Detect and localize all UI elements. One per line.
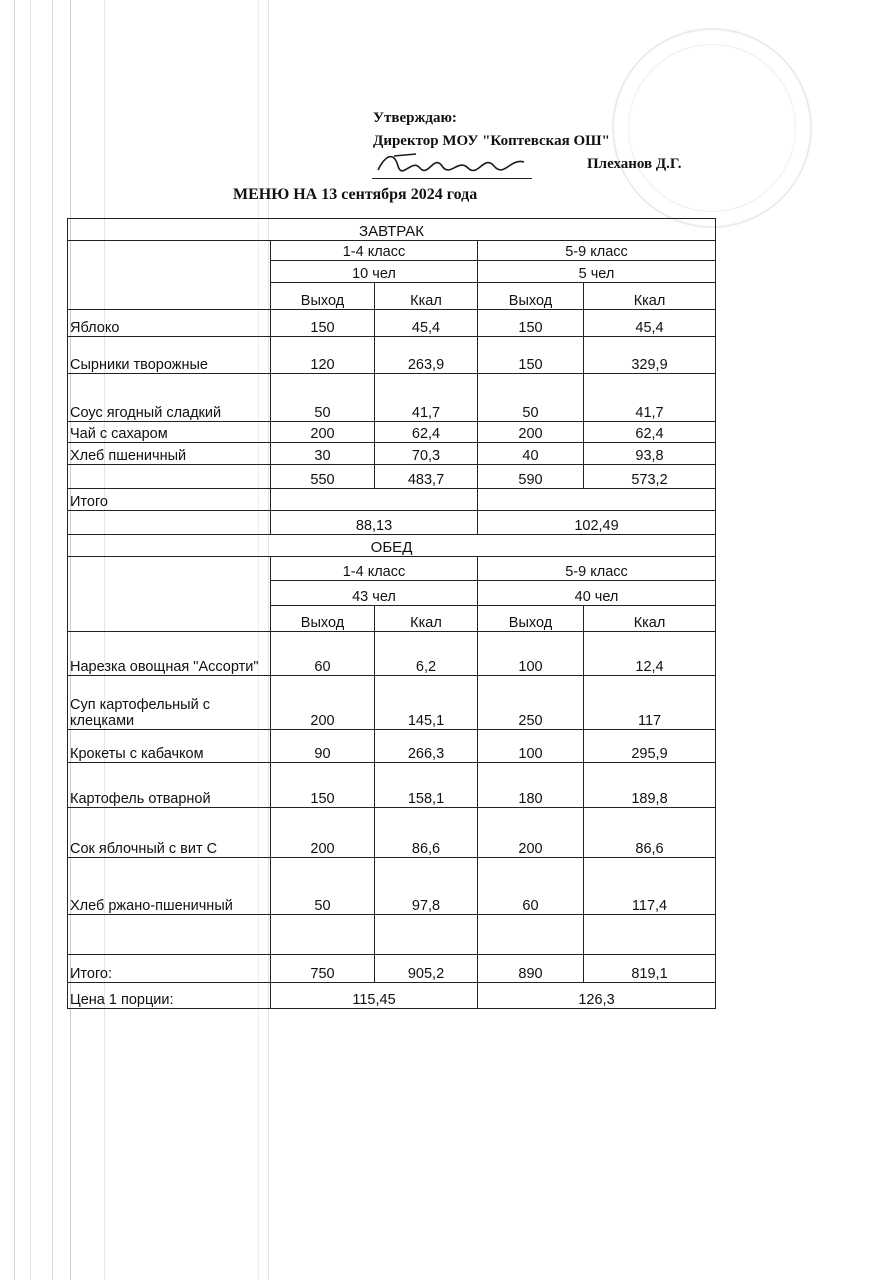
- output-value: 590: [478, 465, 584, 489]
- scan-line: [14, 0, 15, 1280]
- faint-stamp: [612, 28, 812, 228]
- dish-name: [68, 465, 271, 489]
- dish-name: Хлеб ржано-пшеничный: [68, 858, 271, 915]
- header-blank-cell: [68, 557, 271, 632]
- price-label: Цена 1 порции:: [68, 983, 271, 1009]
- dish-name: Картофель отварной: [68, 763, 271, 808]
- column-header-kcal: Ккал: [375, 283, 478, 310]
- empty-cell: [271, 915, 375, 955]
- portion-price: 88,13: [271, 511, 478, 535]
- dish-name: Сок яблочный с вит С: [68, 808, 271, 858]
- kcal-value: 573,2: [584, 465, 716, 489]
- output-value: 120: [271, 337, 375, 374]
- kcal-value: 86,6: [584, 808, 716, 858]
- output-value: 200: [271, 676, 375, 730]
- people-count: 43 чел: [271, 581, 478, 606]
- header-group-row: [68, 557, 716, 581]
- total-blank: [478, 489, 716, 511]
- menu-row: [68, 730, 716, 763]
- output-value: 60: [271, 632, 375, 676]
- scan-line: [30, 0, 31, 1280]
- column-header-output: Выход: [271, 283, 375, 310]
- output-value: 150: [271, 310, 375, 337]
- output-value: 150: [271, 763, 375, 808]
- menu-row: [68, 374, 716, 422]
- kcal-value: 70,3: [375, 443, 478, 465]
- output-value: 100: [478, 632, 584, 676]
- kcal-value: 117,4: [584, 858, 716, 915]
- menu-row: [68, 310, 716, 337]
- price-blank: [68, 511, 271, 535]
- kcal-value: 93,8: [584, 443, 716, 465]
- header-group-row: [68, 241, 716, 261]
- menu-row: [68, 422, 716, 443]
- output-value: 200: [271, 422, 375, 443]
- output-value: 250: [478, 676, 584, 730]
- empty-cell: [478, 915, 584, 955]
- total-row: [68, 955, 716, 983]
- output-value: 50: [271, 374, 375, 422]
- kcal-value: 295,9: [584, 730, 716, 763]
- kcal-value: 263,9: [375, 337, 478, 374]
- kcal-value: 45,4: [375, 310, 478, 337]
- output-value: 180: [478, 763, 584, 808]
- spacer-row: [68, 915, 716, 955]
- dish-name: Чай с сахаром: [68, 422, 271, 443]
- dish-name: Крокеты с кабачком: [68, 730, 271, 763]
- output-value: 200: [478, 808, 584, 858]
- class-group-header: 5-9 класс: [478, 241, 716, 261]
- kcal-value: 62,4: [375, 422, 478, 443]
- output-value: 50: [271, 858, 375, 915]
- kcal-value: 86,6: [375, 808, 478, 858]
- portion-price: 115,45: [271, 983, 478, 1009]
- people-count: 10 чел: [271, 261, 478, 283]
- section-row: [68, 535, 716, 557]
- column-header-kcal: Ккал: [375, 606, 478, 632]
- menu-row: [68, 763, 716, 808]
- menu-row: [68, 443, 716, 465]
- price-row: [68, 983, 716, 1009]
- kcal-value: 158,1: [375, 763, 478, 808]
- kcal-value: 266,3: [375, 730, 478, 763]
- output-value: 150: [478, 310, 584, 337]
- portion-price: 126,3: [478, 983, 716, 1009]
- empty-cell: [68, 915, 271, 955]
- output-value: 150: [478, 337, 584, 374]
- column-header-output: Выход: [478, 283, 584, 310]
- output-value: 100: [478, 730, 584, 763]
- class-group-header: 1-4 класс: [271, 241, 478, 261]
- kcal-value: 483,7: [375, 465, 478, 489]
- kcal-value: 62,4: [584, 422, 716, 443]
- approval-signer: Плеханов Д.Г.: [587, 156, 682, 172]
- total-blank: [271, 489, 478, 511]
- output-value: 200: [271, 808, 375, 858]
- menu-row: [68, 632, 716, 676]
- total-label: Итого:: [68, 955, 271, 983]
- scan-line: [52, 0, 53, 1280]
- portion-price: 102,49: [478, 511, 716, 535]
- column-header-output: Выход: [478, 606, 584, 632]
- kcal-value: 117: [584, 676, 716, 730]
- menu-row: [68, 808, 716, 858]
- empty-cell: [584, 915, 716, 955]
- column-header-kcal: Ккал: [584, 606, 716, 632]
- menu-row: [68, 858, 716, 915]
- section-title: ОБЕД: [68, 535, 716, 557]
- kcal-value: 41,7: [584, 374, 716, 422]
- total-output: 890: [478, 955, 584, 983]
- kcal-value: 45,4: [584, 310, 716, 337]
- dish-name: Соус ягодный сладкий: [68, 374, 271, 422]
- kcal-value: 189,8: [584, 763, 716, 808]
- empty-cell: [375, 915, 478, 955]
- output-value: 200: [478, 422, 584, 443]
- menu-row: [68, 337, 716, 374]
- kcal-value: 97,8: [375, 858, 478, 915]
- output-value: 50: [478, 374, 584, 422]
- output-value: 550: [271, 465, 375, 489]
- dish-name: Яблоко: [68, 310, 271, 337]
- output-value: 60: [478, 858, 584, 915]
- kcal-value: 41,7: [375, 374, 478, 422]
- header-blank-cell: [68, 241, 271, 310]
- dish-name: Нарезка овощная "Ассорти": [68, 632, 271, 676]
- total-output: 750: [271, 955, 375, 983]
- class-group-header: 1-4 класс: [271, 557, 478, 581]
- people-count: 40 чел: [478, 581, 716, 606]
- class-group-header: 5-9 класс: [478, 557, 716, 581]
- price-row: [68, 511, 716, 535]
- section-row: [68, 219, 716, 241]
- menu-row: [68, 465, 716, 489]
- column-header-output: Выход: [271, 606, 375, 632]
- approval-director: Директор МОУ "Коптевская ОШ": [373, 133, 610, 149]
- column-header-kcal: Ккал: [584, 283, 716, 310]
- menu-row: [68, 676, 716, 730]
- kcal-value: 12,4: [584, 632, 716, 676]
- total-label: Итого: [68, 489, 271, 511]
- approval-label: Утверждаю:: [373, 110, 457, 126]
- dish-name: Сырники творожные: [68, 337, 271, 374]
- total-kcal: 905,2: [375, 955, 478, 983]
- kcal-value: 6,2: [375, 632, 478, 676]
- dish-name: Суп картофельный с клецками: [68, 676, 271, 730]
- kcal-value: 145,1: [375, 676, 478, 730]
- people-count: 5 чел: [478, 261, 716, 283]
- output-value: 30: [271, 443, 375, 465]
- output-value: 90: [271, 730, 375, 763]
- total-kcal: 819,1: [584, 955, 716, 983]
- signature: [372, 148, 532, 179]
- output-value: 40: [478, 443, 584, 465]
- page-title: МЕНЮ НА 13 сентября 2024 года: [233, 186, 478, 203]
- total-row: [68, 489, 716, 511]
- menu-table: [67, 218, 716, 1009]
- kcal-value: 329,9: [584, 337, 716, 374]
- section-title: ЗАВТРАК: [68, 219, 716, 241]
- dish-name: Хлеб пшеничный: [68, 443, 271, 465]
